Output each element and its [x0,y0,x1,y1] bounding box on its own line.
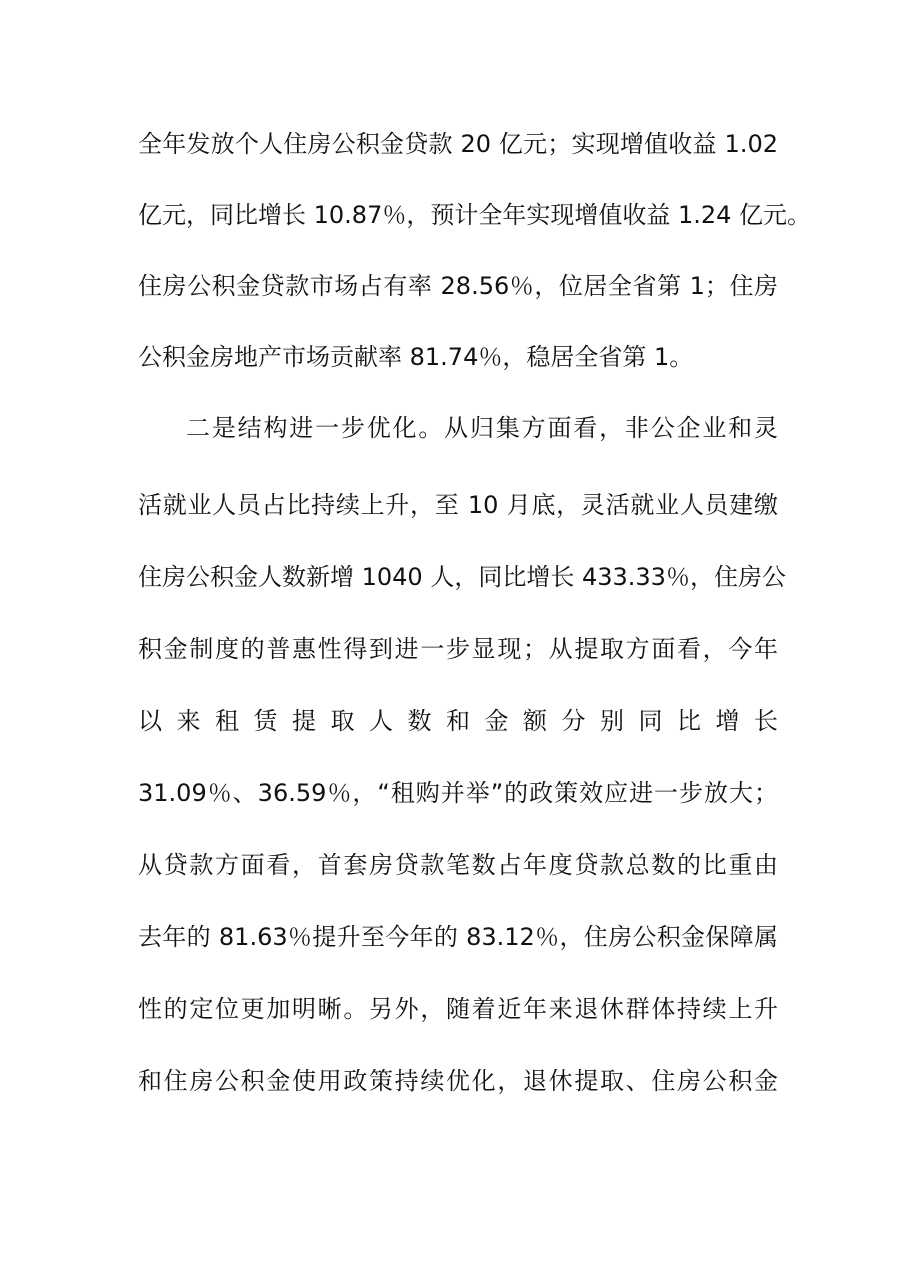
text-line: 去年的 81.63％提升至今年的 83.12％，住房公积金保障属 [138,923,778,951]
text-line: 全年发放个人住房公积金贷款 20 亿元；实现增值收益 1.02 [138,130,778,158]
text-line: 31.09％、36.59％，“租购并举”的政策效应进一步放大； [138,779,778,807]
text-line: 以来租赁提取人数和金额分别同比增长 [138,707,778,735]
text-line: 活就业人员占比持续上升，至 10 月底，灵活就业人员建缴 [138,491,778,519]
text-line: 公积金房地产市场贡献率 81.74％，稳居全省第 1。 [138,343,694,371]
text-line: 住房公积金贷款市场占有率 28.56％，位居全省第 1；住房 [138,272,778,300]
text-line: 和住房公积金使用政策持续优化，退休提取、住房公积金 [138,1067,778,1095]
text-line: 从贷款方面看，首套房贷款笔数占年度贷款总数的比重由 [138,851,778,879]
text-line: 积金制度的普惠性得到进一步显现；从提取方面看，今年 [138,635,778,663]
text-line: 亿元，同比增长 10.87％，预计全年实现增值收益 1.24 亿元。 [138,201,812,229]
paragraph-first-line: 二是结构进一步优化。从归集方面看，非公企业和灵 [186,414,778,442]
text-line: 性的定位更加明晰。另外，随着近年来退休群体持续上升 [138,995,778,1023]
text-line: 住房公积金人数新增 1040 人，同比增长 433.33％，住房公 [138,563,786,591]
